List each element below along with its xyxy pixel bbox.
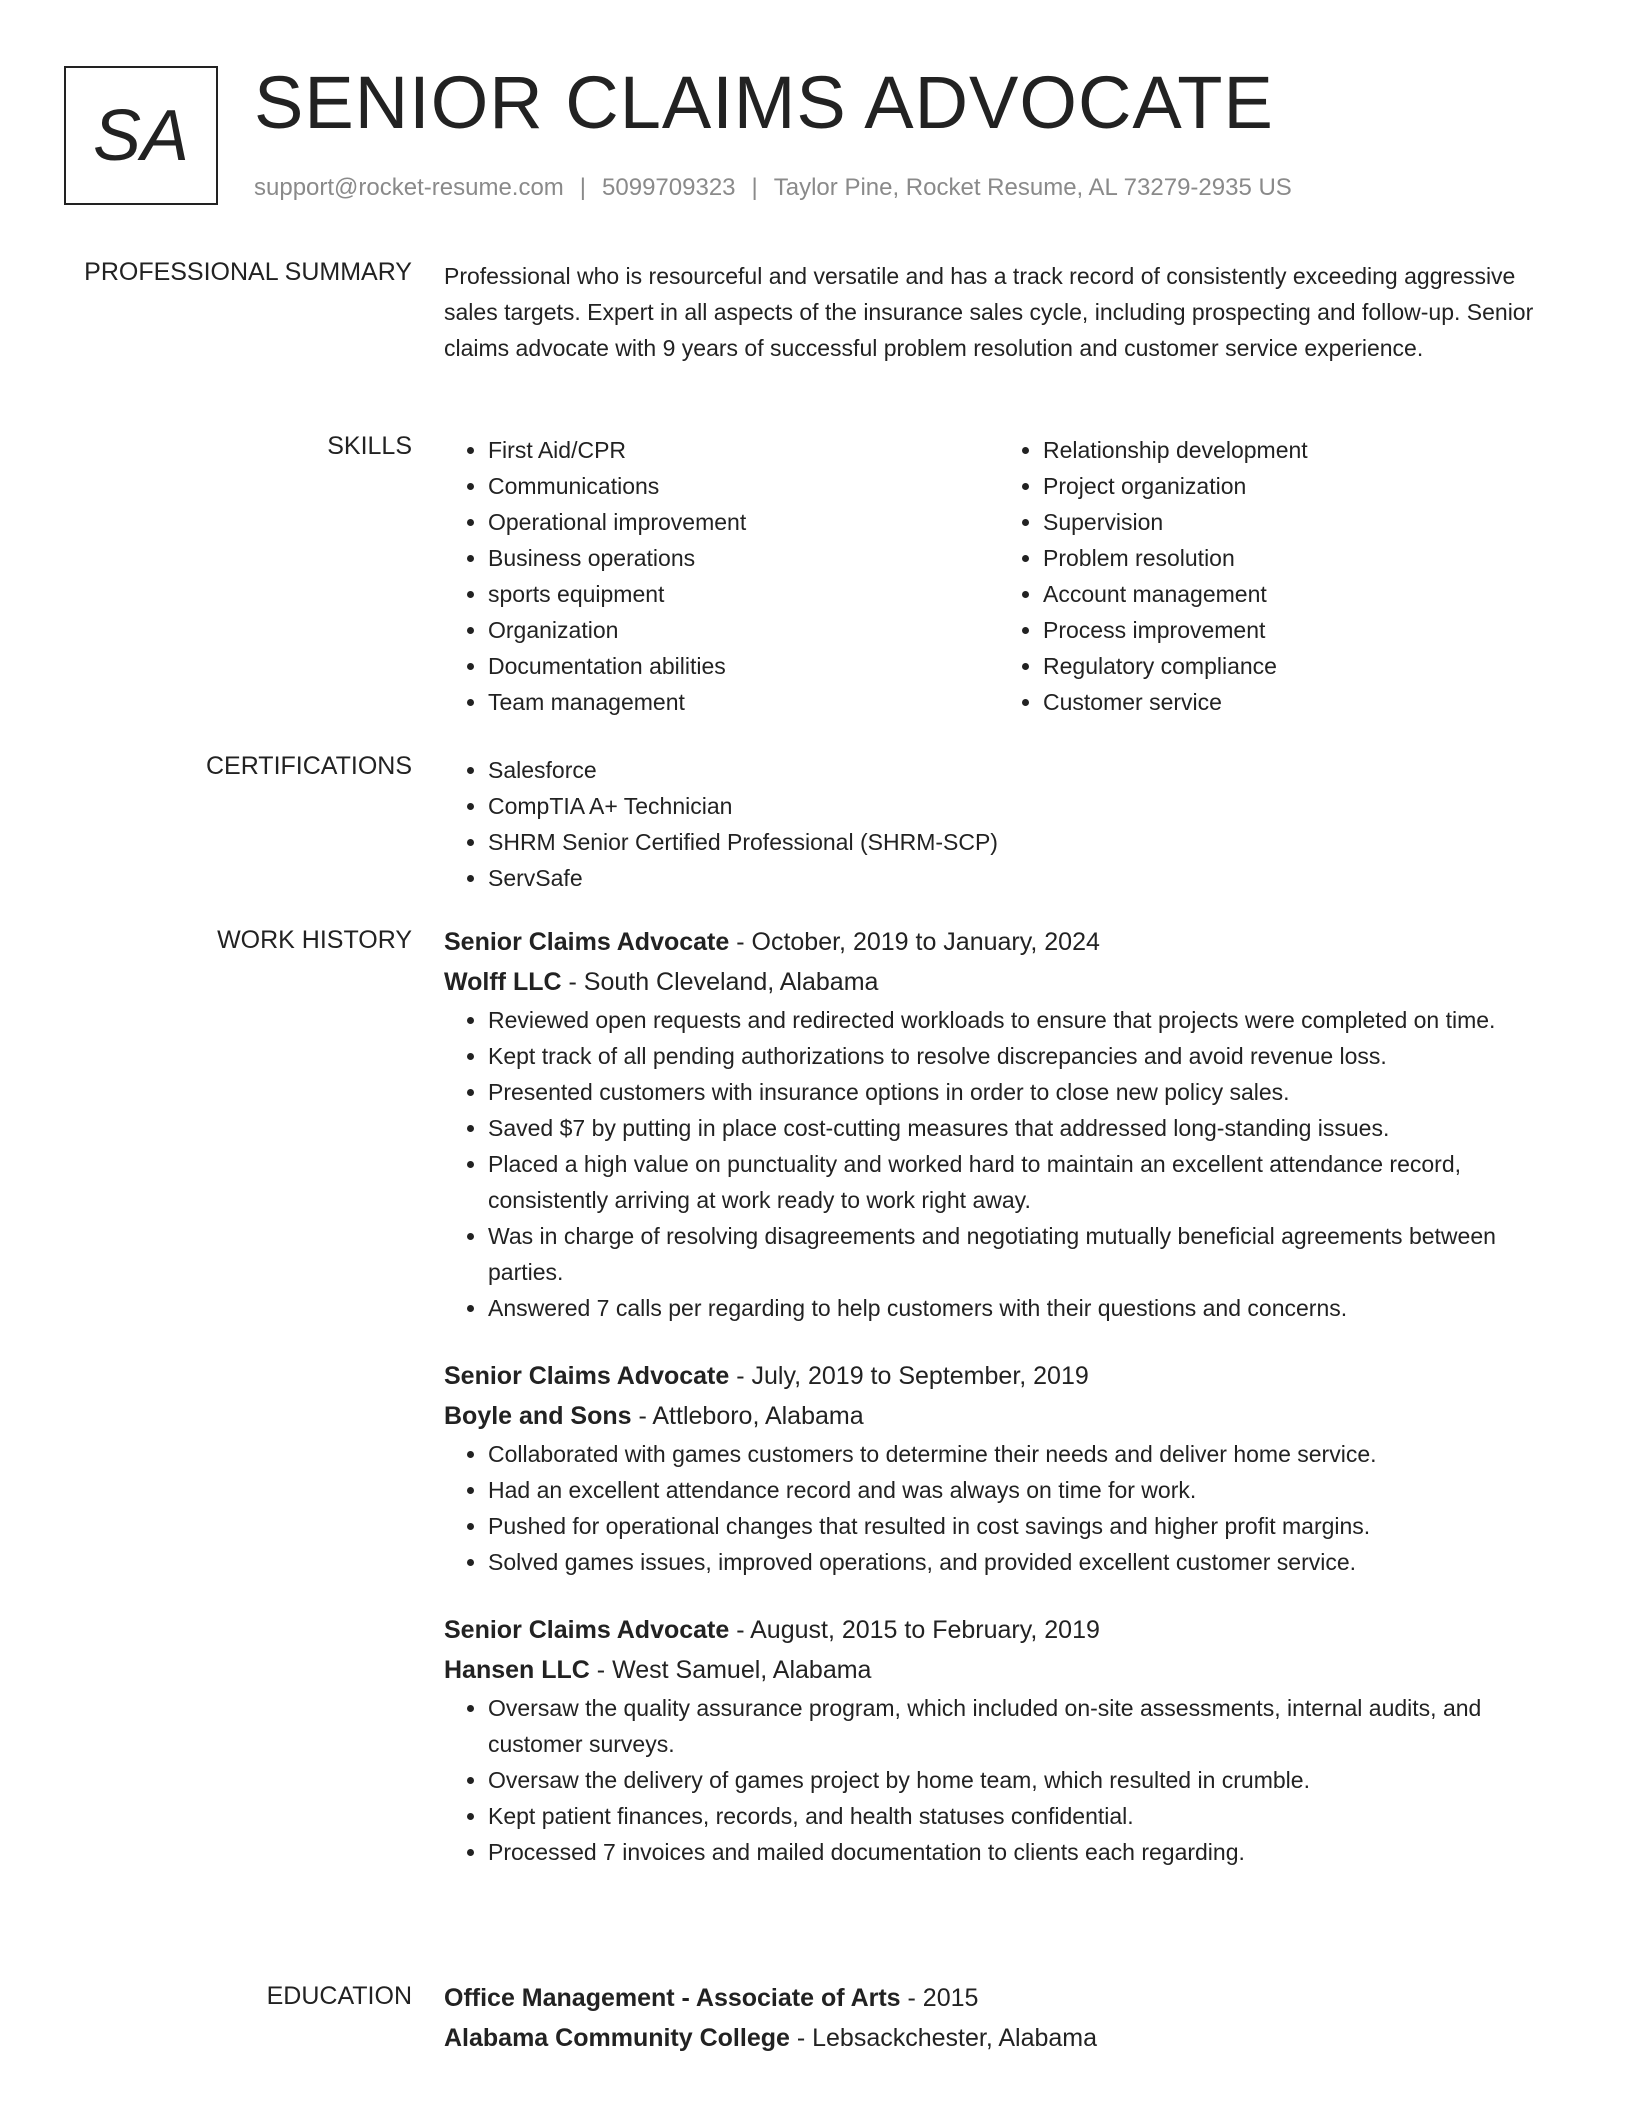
certifications-body — [444, 752, 1554, 896]
list-item: • Was in charge of resolving disagreements and negotiating mutually beneficial agreements between parties. — [488, 1218, 1554, 1290]
section-label-skills: SKILLS — [327, 432, 412, 460]
contact-email: support@rocket-resume.com — [254, 174, 564, 201]
resume-title: SENIOR CLAIMS ADVOCATE — [254, 61, 1274, 144]
job-company-line — [444, 962, 1554, 1002]
job-dates: - August, 2015 to February, 2019 — [729, 1616, 1100, 1644]
list-item: • sports equipment — [488, 576, 999, 612]
list-item: • Customer service — [1043, 684, 1554, 720]
list-item: • Answered 7 calls per regarding to help customers with their questions and concerns. — [488, 1290, 1554, 1326]
job-company-line — [444, 1650, 1554, 1690]
section-label-certifications: CERTIFICATIONS — [205, 752, 412, 780]
contact-separator: | — [751, 174, 758, 201]
job-title-line — [444, 1356, 1554, 1396]
certifications-list — [444, 752, 1554, 896]
job-title-line — [444, 922, 1554, 962]
job-bullets — [444, 1436, 1554, 1580]
job-location: - Attleboro, Alabama — [631, 1402, 864, 1430]
section-label-work-history: WORK HISTORY — [217, 926, 412, 954]
list-item: • Presented customers with insurance options in order to close new policy sales. — [488, 1074, 1554, 1110]
list-item: • Documentation abilities — [488, 648, 999, 684]
list-item: • Placed a high value on punctuality and worked hard to maintain an excellent attendance record, consistently arriving at work ready to work right away. — [488, 1146, 1554, 1218]
education-body — [444, 1978, 1554, 2058]
list-item: • ServSafe — [488, 860, 1554, 896]
contact-address: Taylor Pine, Rocket Resume, AL 73279-2935 US — [773, 174, 1292, 201]
section-label-summary: PROFESSIONAL SUMMARY — [84, 258, 412, 286]
list-item: • SHRM Senior Certified Professional (SHRM-SCP) — [488, 824, 1554, 860]
contact-separator: | — [579, 174, 587, 201]
list-item: • Team management — [488, 684, 999, 720]
job-title: Senior Claims Advocate — [444, 1616, 730, 1644]
job-entry — [444, 1356, 1554, 1580]
education-location: - Lebsackchester, Alabama — [789, 2024, 1098, 2052]
education-school: Alabama Community College — [444, 2024, 790, 2052]
list-item: • Salesforce — [488, 752, 1554, 788]
list-item: • Kept track of all pending authorizations to resolve discrepancies and avoid revenue loss. — [488, 1038, 1554, 1074]
work-history-body — [444, 922, 1554, 1870]
list-item: • Process improvement — [1043, 612, 1554, 648]
contact-phone: 5099709323 — [602, 174, 736, 201]
education-degree: Office Management - Associate of Arts — [444, 1984, 901, 2012]
list-item: • Pushed for operational changes that resulted in cost savings and higher profit margins. — [488, 1508, 1554, 1544]
resume-header — [64, 61, 1568, 214]
list-item: • Supervision — [1043, 504, 1554, 540]
list-item: • Business operations — [488, 540, 999, 576]
list-item: • Kept patient finances, records, and health statuses confidential. — [488, 1798, 1554, 1834]
list-item: • Solved games issues, improved operations, and provided excellent customer service. — [488, 1544, 1554, 1580]
job-entry — [444, 1610, 1554, 1870]
skills-list-right — [999, 432, 1554, 720]
monogram-badge: SA — [64, 66, 218, 205]
job-entry — [444, 922, 1554, 1326]
list-item: • Collaborated with games customers to determine their needs and deliver home service. — [488, 1436, 1554, 1472]
list-item: • Account management — [1043, 576, 1554, 612]
job-dates: - July, 2019 to September, 2019 — [729, 1362, 1089, 1390]
job-title: Senior Claims Advocate — [444, 1362, 730, 1390]
contact-line — [254, 174, 1292, 202]
skills-body — [444, 432, 1554, 720]
list-item: • Project organization — [1043, 468, 1554, 504]
list-item: • Regulatory compliance — [1043, 648, 1554, 684]
job-company: Boyle and Sons — [444, 1402, 632, 1430]
job-title-line — [444, 1610, 1554, 1650]
job-company: Hansen LLC — [444, 1656, 590, 1684]
job-location: - South Cleveland, Alabama — [561, 968, 879, 996]
list-item: • Organization — [488, 612, 999, 648]
job-dates: - October, 2019 to January, 2024 — [729, 928, 1100, 956]
skills-list-left — [444, 432, 999, 720]
list-item: • Problem resolution — [1043, 540, 1554, 576]
list-item: • Oversaw the quality assurance program, which included on-site assessments, internal audits, and customer surveys. — [488, 1690, 1554, 1762]
job-bullets — [444, 1002, 1554, 1326]
summary-text: Professional who is resourceful and versatile and has a track record of consistently exceeding aggressive sales targets. Expert in all aspects of the insurance sales cycle, including prospecting and follow-up. Senior claims advocate with 9 years of successful problem resolution and customer service experience. — [444, 263, 1534, 361]
list-item: • Communications — [488, 468, 999, 504]
list-item: • Saved $7 by putting in place cost-cutting measures that addressed long-standing issues. — [488, 1110, 1554, 1146]
list-item: • Operational improvement — [488, 504, 999, 540]
list-item: • Oversaw the delivery of games project by home team, which resulted in crumble. — [488, 1762, 1554, 1798]
list-item: • Had an excellent attendance record and was always on time for work. — [488, 1472, 1554, 1508]
list-item: • Processed 7 invoices and mailed documentation to clients each regarding. — [488, 1834, 1554, 1870]
job-bullets — [444, 1690, 1554, 1870]
list-item: • Relationship development — [1043, 432, 1554, 468]
education-degree-line — [444, 1978, 1554, 2018]
job-company: Wolff LLC — [444, 968, 562, 996]
section-label-education: EDUCATION — [266, 1982, 412, 2010]
list-item: • Reviewed open requests and redirected workloads to ensure that projects were completed on time. — [488, 1002, 1554, 1038]
job-location: - West Samuel, Alabama — [589, 1656, 872, 1684]
job-title: Senior Claims Advocate — [444, 928, 730, 956]
education-year: - 2015 — [900, 1984, 979, 2012]
education-school-line — [444, 2018, 1554, 2058]
list-item: • First Aid/CPR — [488, 432, 999, 468]
job-company-line — [444, 1396, 1554, 1436]
list-item: • CompTIA A+ Technician — [488, 788, 1554, 824]
